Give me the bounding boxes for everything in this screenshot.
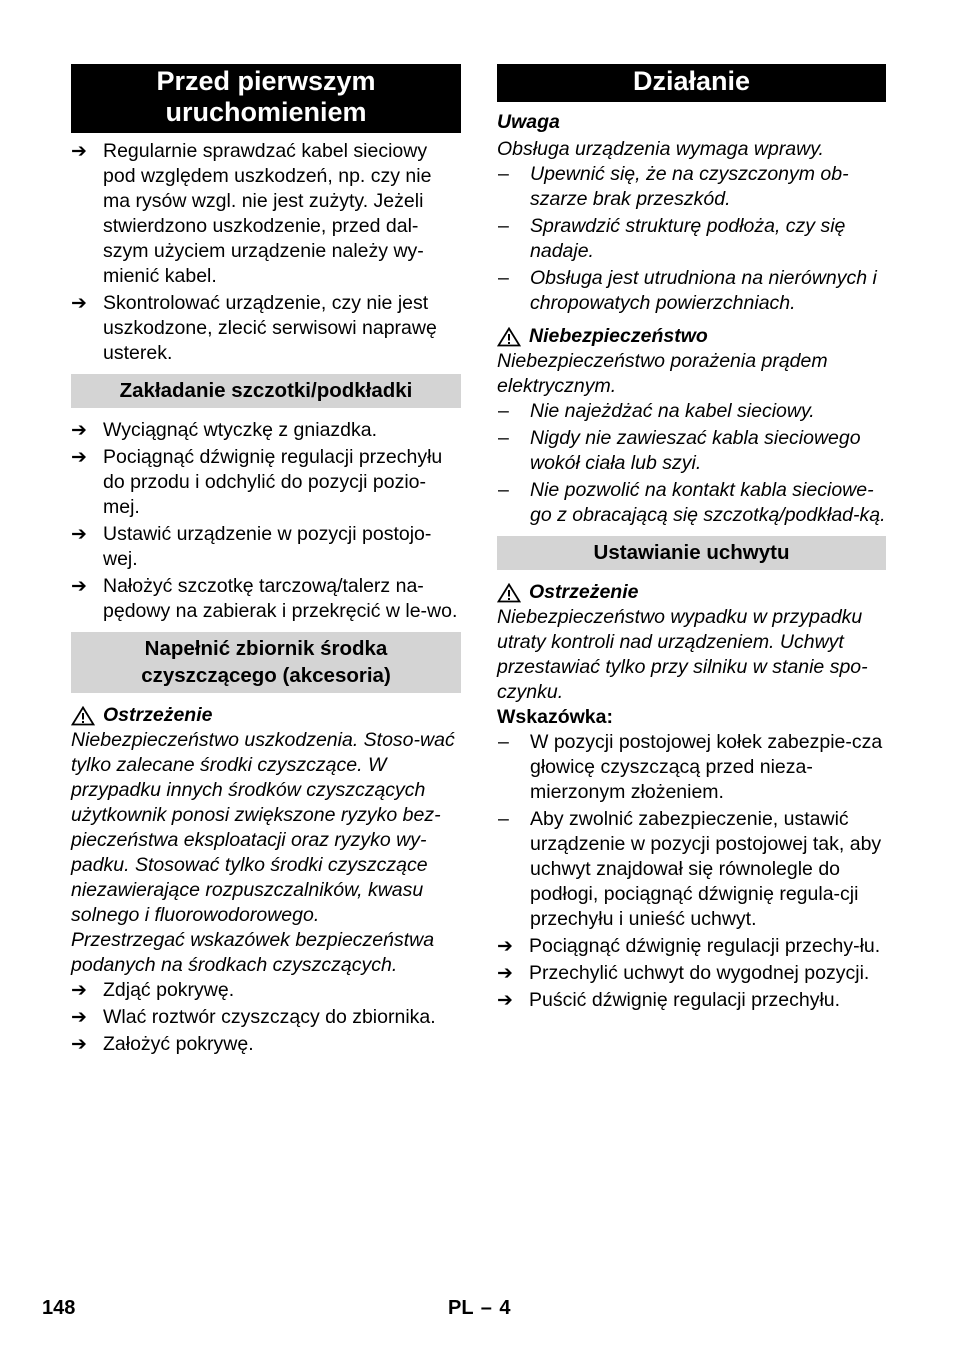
list-item xyxy=(497,807,886,932)
arrow-right-icon: ➔ xyxy=(71,293,87,314)
list-item xyxy=(497,478,886,528)
list-item-text: Wyciągnąć wtyczkę z gniazdka. xyxy=(103,419,378,441)
list-item-text: Sprawdzić strukturę podłoża, czy się nadaje. xyxy=(530,215,846,262)
list-item xyxy=(497,426,886,476)
dash-bullet: – xyxy=(498,163,509,185)
warning-triangle-icon xyxy=(71,706,95,726)
warning-text: Niebezpieczeństwo wypadku w przypadku utraty kontroli nad urządzeniem. Uchwyt przestawiać tylko przy silniku w stanie spo-czynku. xyxy=(497,606,868,703)
list-item-text: Wlać roztwór czyszczący do zbiornika. xyxy=(103,1006,436,1028)
list-item xyxy=(71,291,461,366)
list-item-text: Skontrolować urządzenie, czy nie jest uszkodzone, zlecić serwisowi naprawę usterek. xyxy=(103,292,437,364)
list-item-text: Upewnić się, że na czyszczonym ob-szarze brak przeszkód. xyxy=(530,163,849,210)
list-item-text: Obsługa jest utrudniona na nierównych i chropowatych powierzchniach. xyxy=(530,267,877,314)
danger-title: Niebezpieczeństwo xyxy=(529,325,708,347)
list-item-text: Nałożyć szczotkę tarczową/talerz na-pędowy na zabierak i przekręcić w le-wo. xyxy=(103,575,458,622)
right-column xyxy=(497,64,886,1013)
list-item xyxy=(71,418,461,443)
list-item xyxy=(497,730,886,805)
list-item xyxy=(71,445,461,520)
list-item xyxy=(497,988,886,1013)
list-item xyxy=(497,214,886,264)
arrow-right-icon: ➔ xyxy=(71,420,87,441)
list-item-text: Aby zwolnić zabezpieczenie, ustawić urządzenie w pozycji postojowej tak, aby uchwyt znajdował się równolegle do podłogi, pociągnąć dźwignię regula-cji przechyłu i unieść uchwyt. xyxy=(530,808,882,930)
left-column xyxy=(71,64,461,1057)
subsection-heading-handle: Ustawianie uchwytu xyxy=(497,536,886,570)
dash-bullet: – xyxy=(498,400,509,422)
danger-text: Niebezpieczeństwo porażenia prądem elektrycznym. xyxy=(497,350,828,397)
section-heading-operation: Działanie xyxy=(497,64,886,102)
arrow-right-icon: ➔ xyxy=(497,963,513,984)
list-item-text: Ustawić urządzenie w pozycji postojo-wej. xyxy=(103,523,432,570)
danger-heading xyxy=(497,324,886,349)
language-page-indicator: PL – 4 xyxy=(448,1297,511,1319)
warning-triangle-icon xyxy=(497,327,521,347)
list-item xyxy=(71,978,461,1003)
list-item-text: Nie pozwolić na kontakt kabla sieciowe-go z obracającą się szczotką/podkład-ką. xyxy=(530,479,886,526)
list-item-text: W pozycji postojowej kołek zabezpie-cza głowicę czyszczącą przed nieza-mierzonym złożeniem. xyxy=(530,731,883,803)
list-item xyxy=(71,574,461,624)
arrow-right-icon: ➔ xyxy=(71,1034,87,1055)
arrow-right-icon: ➔ xyxy=(497,936,513,957)
list-item-text: Pociągnąć dźwignię regulacji przechy-łu. xyxy=(529,935,881,957)
list-item xyxy=(71,522,461,572)
list-item-text: Założyć pokrywę. xyxy=(103,1033,254,1055)
arrow-right-icon: ➔ xyxy=(71,524,87,545)
dash-bullet: – xyxy=(498,808,509,830)
dash-bullet: – xyxy=(498,731,509,753)
arrow-right-icon: ➔ xyxy=(497,990,513,1011)
list-item-text: Pociągnąć dźwignię regulacji przechyłu do przodu i odchylić do pozycji pozio-mej. xyxy=(103,446,443,518)
list-item-text: Puścić dźwignię regulacji przechyłu. xyxy=(529,989,841,1011)
arrow-right-icon: ➔ xyxy=(71,980,87,1001)
arrow-right-icon: ➔ xyxy=(71,1007,87,1028)
list-item xyxy=(71,1005,461,1030)
arrow-right-icon: ➔ xyxy=(71,141,87,162)
dash-bullet: – xyxy=(498,479,509,501)
list-item xyxy=(71,139,461,289)
note-title: Uwaga xyxy=(497,111,560,133)
dash-bullet: – xyxy=(498,215,509,237)
page-number: 148 xyxy=(42,1297,76,1319)
dash-bullet: – xyxy=(498,427,509,449)
list-item-text: Nigdy nie zawieszać kabla sieciowego wokół ciała lub szyi. xyxy=(530,427,861,474)
list-item xyxy=(497,934,886,959)
warning-heading xyxy=(71,703,461,728)
list-item xyxy=(71,1032,461,1057)
list-item xyxy=(497,399,886,424)
note-text: Obsługa urządzenia wymaga wprawy. xyxy=(497,138,824,160)
hint-title: Wskazówka: xyxy=(497,706,613,728)
warning-text-2: Przestrzegać wskazówek bezpieczeństwa podanych na środkach czyszczących. xyxy=(71,929,435,976)
warning-heading xyxy=(497,580,886,605)
warning-title: Ostrzeżenie xyxy=(103,704,213,726)
warning-text: Niebezpieczeństwo uszkodzenia. Stoso-wać tylko zalecane środki czyszczące. W przypadku innych środków czyszczących użytkownik ponosi zwiększone ryzyko bez-pieczeństwa eksploatacji oraz ryzyko wy-padku. Stosować tylko środki czyszczące niezawierające rozpuszczalników, kwasu solnego i fluorowodorowego. xyxy=(71,729,455,926)
list-item xyxy=(497,961,886,986)
dash-bullet: – xyxy=(498,267,509,289)
list-item-text: Zdjąć pokrywę. xyxy=(103,979,235,1001)
list-item-text: Przechylić uchwyt do wygodnej pozycji. xyxy=(529,962,870,984)
subsection-heading-detergent-tank: Napełnić zbiornik środka czyszczącego (akcesoria) xyxy=(71,632,461,693)
warning-title: Ostrzeżenie xyxy=(529,581,639,603)
arrow-right-icon: ➔ xyxy=(71,447,87,468)
warning-triangle-icon xyxy=(497,583,521,603)
list-item-text: Regularnie sprawdzać kabel sieciowy pod względem uszkodzeń, np. czy nie ma rysów wzgl. nie jest zużyty. Jeżeli stwierdzono uszkodzenie, przed dal-szym użyciem urządzenie należy wy-mienić kabel. xyxy=(103,140,432,287)
subsection-heading-brush: Zakładanie szczotki/podkładki xyxy=(71,374,461,408)
arrow-right-icon: ➔ xyxy=(71,576,87,597)
list-item-text: Nie najeżdżać na kabel sieciowy. xyxy=(530,400,815,422)
list-item xyxy=(497,266,886,316)
list-item xyxy=(497,162,886,212)
section-heading-first-use: Przed pierwszym uruchomieniem xyxy=(71,64,461,133)
